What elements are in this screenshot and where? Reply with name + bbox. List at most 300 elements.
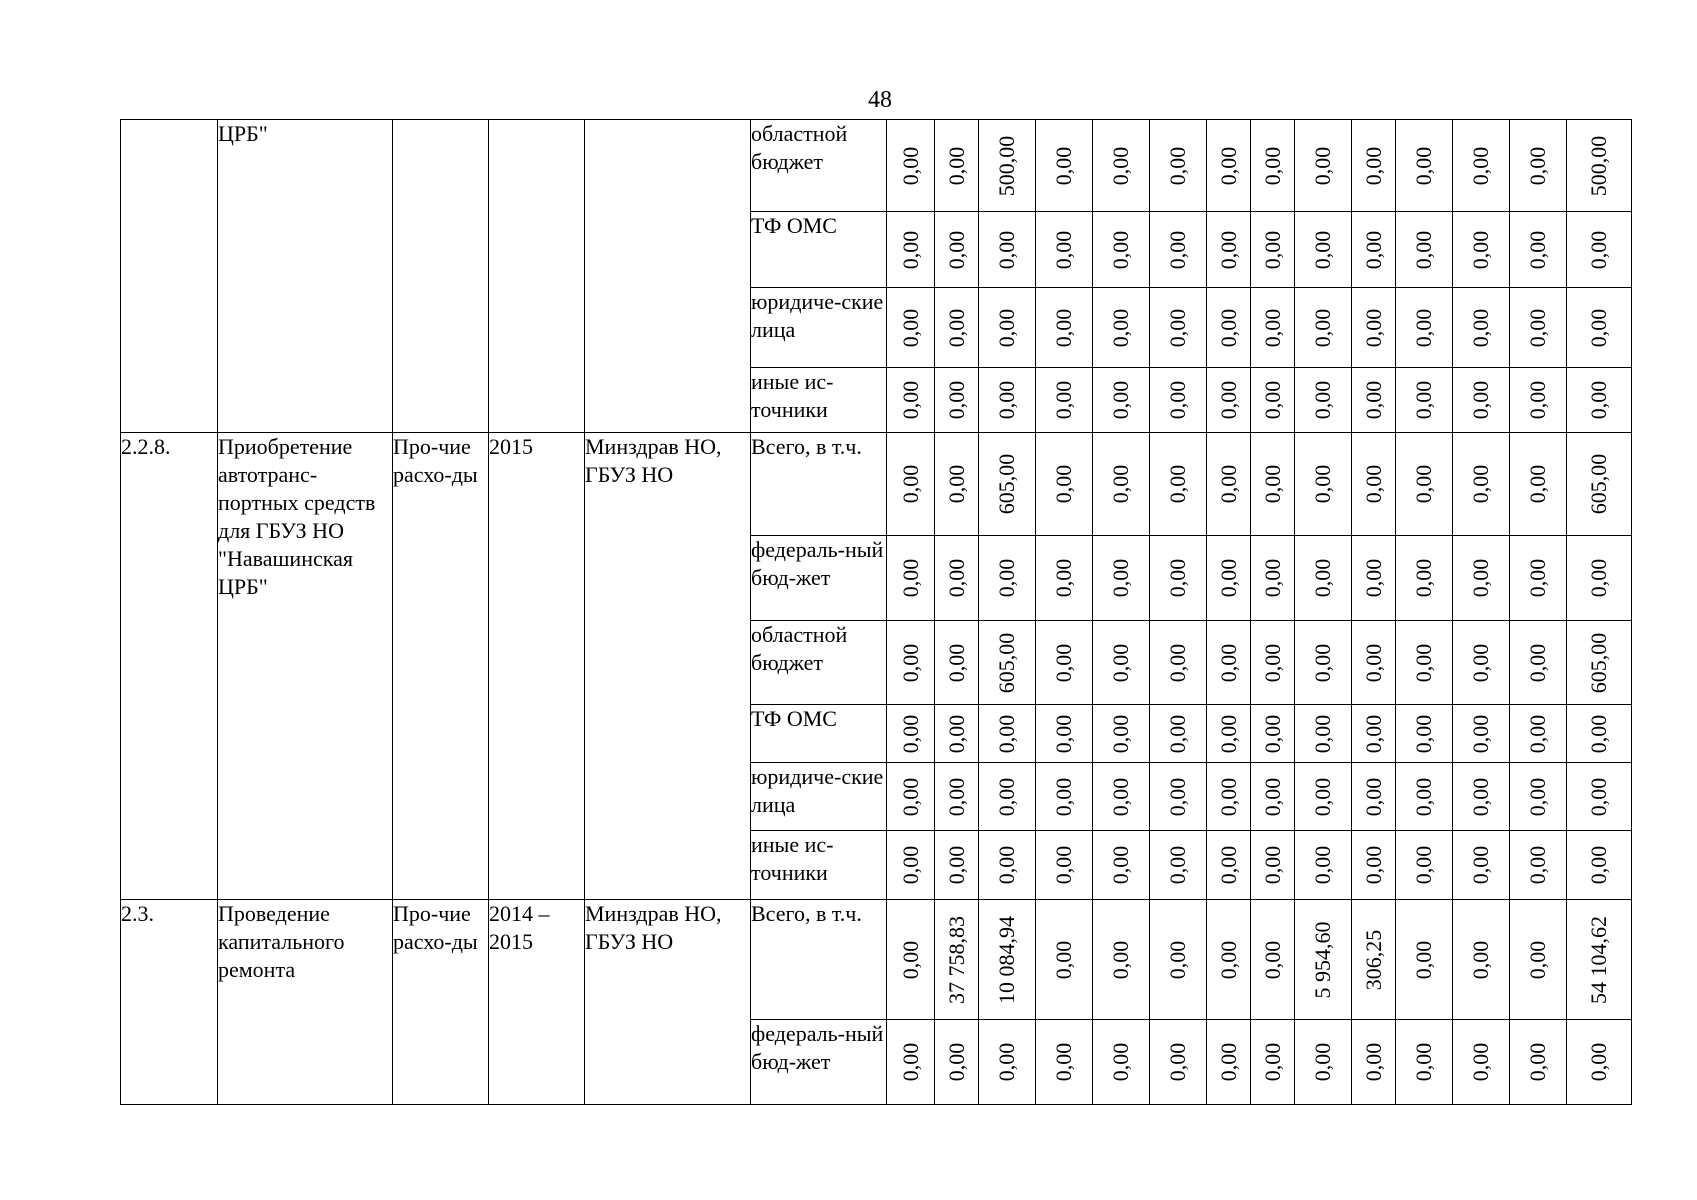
value-cell xyxy=(1453,212,1510,288)
value-text: 0,00 xyxy=(1468,1042,1493,1082)
value-text: 0,00 xyxy=(1360,777,1386,816)
value-cell xyxy=(1396,212,1453,288)
value-cell xyxy=(1295,536,1352,621)
value-cell xyxy=(1093,536,1150,621)
value-cell xyxy=(1295,368,1352,433)
value-cell xyxy=(1150,1020,1207,1105)
table-row xyxy=(121,900,1632,1020)
value-cell xyxy=(1453,831,1510,900)
value-cell xyxy=(887,536,935,621)
value-cell xyxy=(1036,705,1093,763)
value-cell xyxy=(1093,831,1150,900)
funding-source: областной бюджет xyxy=(751,621,887,705)
value-text: 0,00 xyxy=(1586,230,1611,269)
value-cell xyxy=(1251,368,1295,433)
value-cell xyxy=(1207,705,1251,763)
value-cell xyxy=(1295,212,1352,288)
value-text: 0,00 xyxy=(1215,146,1241,185)
value-cell xyxy=(1207,288,1251,368)
value-text: 0,00 xyxy=(1215,380,1241,420)
value-text: 0,00 xyxy=(1468,380,1493,420)
value-text: 0,00 xyxy=(994,308,1019,347)
value-cell xyxy=(1251,212,1295,288)
funding-source: иные ис-точники xyxy=(751,368,887,433)
value-text: 0,00 xyxy=(1310,1042,1335,1082)
value-cell xyxy=(1295,120,1352,212)
value-text: 0,00 xyxy=(1215,558,1241,598)
value-cell xyxy=(1251,900,1295,1020)
expense-type xyxy=(393,120,489,433)
value-text: 0,00 xyxy=(1259,146,1285,185)
value-text: 0,00 xyxy=(1259,308,1285,347)
value-text: 0,00 xyxy=(1051,464,1076,504)
value-cell xyxy=(1036,900,1093,1020)
value-text: 0,00 xyxy=(1360,464,1386,504)
value-cell xyxy=(1396,705,1453,763)
value-text: 0,00 xyxy=(1051,1042,1076,1082)
value-cell xyxy=(1036,212,1093,288)
value-text: 37 758,83 xyxy=(943,915,969,1004)
value-text: 0,00 xyxy=(1051,308,1076,347)
value-cell xyxy=(1093,212,1150,288)
value-cell xyxy=(1150,120,1207,212)
value-text: 0,00 xyxy=(1259,380,1285,420)
value-cell xyxy=(1453,900,1510,1020)
budget-table xyxy=(120,119,1632,1105)
value-cell xyxy=(1396,120,1453,212)
value-text: 0,00 xyxy=(943,714,969,753)
value-text: 0,00 xyxy=(1360,146,1386,185)
value-text: 0,00 xyxy=(1051,643,1076,682)
value-cell xyxy=(979,120,1036,212)
value-text: 605,00 xyxy=(1586,453,1611,515)
value-cell xyxy=(1396,368,1453,433)
value-text: 0,00 xyxy=(1215,940,1241,979)
value-cell xyxy=(979,763,1036,831)
value-cell xyxy=(935,900,979,1020)
value-cell xyxy=(935,536,979,621)
value-text: 500,00 xyxy=(1586,135,1611,196)
value-cell xyxy=(1352,536,1396,621)
value-text: 0,00 xyxy=(1165,558,1190,598)
value-text: 0,00 xyxy=(1468,308,1493,347)
item-executor: Минздрав НО, ГБУЗ НО xyxy=(585,433,751,900)
value-text: 0,00 xyxy=(1165,714,1190,753)
value-cell xyxy=(1036,763,1093,831)
value-text: 0,00 xyxy=(1468,940,1493,979)
value-text: 0,00 xyxy=(1108,845,1133,885)
value-cell xyxy=(1207,1020,1251,1105)
value-cell xyxy=(1396,763,1453,831)
value-text: 0,00 xyxy=(1525,380,1550,420)
value-text: 0,00 xyxy=(994,558,1019,598)
value-text: 0,00 xyxy=(1259,714,1285,753)
value-cell xyxy=(1567,368,1632,433)
value-cell xyxy=(1093,368,1150,433)
value-text: 0,00 xyxy=(1259,558,1285,598)
value-cell xyxy=(1251,1020,1295,1105)
value-text: 0,00 xyxy=(1108,643,1133,682)
value-text: 0,00 xyxy=(1108,464,1133,504)
value-cell xyxy=(1251,705,1295,763)
value-text: 0,00 xyxy=(1165,230,1190,269)
value-cell xyxy=(1396,831,1453,900)
value-cell xyxy=(935,831,979,900)
value-cell xyxy=(1207,900,1251,1020)
value-text: 0,00 xyxy=(1108,777,1133,816)
value-cell xyxy=(1510,705,1567,763)
value-text: 0,00 xyxy=(1259,845,1285,885)
value-cell xyxy=(1396,621,1453,705)
value-cell xyxy=(1567,1020,1632,1105)
value-text: 0,00 xyxy=(994,380,1019,420)
value-text: 0,00 xyxy=(1411,146,1436,185)
funding-source: Всего, в т.ч. xyxy=(751,900,887,1020)
value-cell xyxy=(1352,763,1396,831)
value-text: 0,00 xyxy=(1360,558,1386,598)
value-text: 0,00 xyxy=(1215,230,1241,269)
value-text: 0,00 xyxy=(1310,464,1335,504)
value-cell xyxy=(1295,1020,1352,1105)
value-text: 0,00 xyxy=(943,146,969,185)
value-cell xyxy=(1251,536,1295,621)
value-text: 0,00 xyxy=(1259,777,1285,816)
item-years xyxy=(489,120,585,433)
value-text: 0,00 xyxy=(1360,845,1386,885)
value-text: 0,00 xyxy=(1360,380,1386,420)
value-text: 0,00 xyxy=(1525,1042,1550,1082)
value-text: 0,00 xyxy=(1108,558,1133,598)
value-text: 0,00 xyxy=(1360,1042,1386,1082)
value-cell xyxy=(1036,368,1093,433)
value-cell xyxy=(1352,621,1396,705)
value-text: 0,00 xyxy=(1310,714,1335,753)
value-cell xyxy=(1352,120,1396,212)
page-number: 48 xyxy=(868,87,892,113)
value-text: 0,00 xyxy=(1108,230,1133,269)
value-text: 0,00 xyxy=(1411,1042,1436,1082)
value-text: 0,00 xyxy=(1051,777,1076,816)
value-cell xyxy=(1352,288,1396,368)
value-text: 0,00 xyxy=(1165,380,1190,420)
value-cell xyxy=(1352,831,1396,900)
value-text: 0,00 xyxy=(897,146,923,185)
value-cell xyxy=(1251,120,1295,212)
value-cell xyxy=(1093,621,1150,705)
value-cell xyxy=(935,368,979,433)
value-text: 0,00 xyxy=(1259,1042,1285,1082)
value-text: 0,00 xyxy=(1468,777,1493,816)
value-cell xyxy=(1251,433,1295,536)
value-cell xyxy=(1453,1020,1510,1105)
funding-source: ТФ ОМС xyxy=(751,212,887,288)
value-cell xyxy=(1150,536,1207,621)
value-text: 0,00 xyxy=(1310,230,1335,269)
value-cell xyxy=(887,433,935,536)
item-code: 2.3. xyxy=(121,900,218,1105)
value-text: 0,00 xyxy=(1310,380,1335,420)
value-cell xyxy=(1036,1020,1093,1105)
value-text: 54 104,62 xyxy=(1586,915,1611,1004)
value-text: 0,00 xyxy=(1051,714,1076,753)
value-text: 0,00 xyxy=(1468,464,1493,504)
value-text: 0,00 xyxy=(1165,464,1190,504)
value-text: 0,00 xyxy=(943,643,969,682)
value-text: 0,00 xyxy=(1051,558,1076,598)
value-text: 0,00 xyxy=(1108,146,1133,185)
value-text: 0,00 xyxy=(897,380,923,420)
value-cell xyxy=(979,705,1036,763)
value-cell xyxy=(1207,536,1251,621)
value-text: 0,00 xyxy=(943,464,969,504)
value-cell xyxy=(979,1020,1036,1105)
funding-source: федераль-ный бюд-жет xyxy=(751,536,887,621)
value-cell xyxy=(1453,120,1510,212)
value-cell xyxy=(979,212,1036,288)
value-text: 10 084,94 xyxy=(994,915,1019,1004)
value-text: 0,00 xyxy=(1165,777,1190,816)
value-cell xyxy=(1396,433,1453,536)
item-executor: Минздрав НО, ГБУЗ НО xyxy=(585,900,751,1105)
value-cell xyxy=(935,288,979,368)
value-cell xyxy=(1036,536,1093,621)
value-text: 0,00 xyxy=(1586,714,1611,753)
value-cell xyxy=(935,212,979,288)
value-text: 0,00 xyxy=(1525,643,1550,682)
value-cell xyxy=(1396,288,1453,368)
value-cell xyxy=(1150,763,1207,831)
value-text: 0,00 xyxy=(1586,380,1611,420)
value-text: 0,00 xyxy=(897,643,923,682)
item-name: Приобретение автотранс-портных средств для ГБУЗ НО "Навашинская ЦРБ" xyxy=(218,433,393,900)
value-cell xyxy=(1352,433,1396,536)
value-cell xyxy=(1567,831,1632,900)
value-cell xyxy=(1093,1020,1150,1105)
value-cell xyxy=(1567,621,1632,705)
value-text: 0,00 xyxy=(1525,308,1550,347)
value-cell xyxy=(887,120,935,212)
value-cell xyxy=(1510,536,1567,621)
value-text: 0,00 xyxy=(1525,940,1550,979)
value-cell xyxy=(1251,288,1295,368)
value-cell xyxy=(1207,831,1251,900)
value-text: 0,00 xyxy=(1360,643,1386,682)
value-cell xyxy=(887,212,935,288)
value-cell xyxy=(1093,763,1150,831)
value-cell xyxy=(935,433,979,536)
value-cell xyxy=(979,900,1036,1020)
value-text: 0,00 xyxy=(1525,146,1550,185)
value-text: 0,00 xyxy=(1468,714,1493,753)
funding-source: областной бюджет xyxy=(751,120,887,212)
value-cell xyxy=(1207,120,1251,212)
expense-type: Про-чие расхо-ды xyxy=(393,900,489,1105)
value-text: 0,00 xyxy=(1165,845,1190,885)
value-cell xyxy=(1510,1020,1567,1105)
value-text: 0,00 xyxy=(1468,643,1493,682)
value-cell xyxy=(1150,288,1207,368)
value-cell xyxy=(1150,621,1207,705)
value-text: 0,00 xyxy=(897,1042,923,1082)
value-text: 0,00 xyxy=(1586,558,1611,598)
value-cell xyxy=(1567,433,1632,536)
value-cell xyxy=(1453,763,1510,831)
value-cell xyxy=(1207,212,1251,288)
value-text: 0,00 xyxy=(897,777,923,816)
value-text: 0,00 xyxy=(1468,558,1493,598)
value-cell xyxy=(1150,368,1207,433)
value-text: 0,00 xyxy=(1165,1042,1190,1082)
value-cell xyxy=(979,621,1036,705)
value-text: 605,00 xyxy=(994,453,1019,515)
value-cell xyxy=(935,705,979,763)
value-text: 0,00 xyxy=(994,714,1019,753)
value-cell xyxy=(935,1020,979,1105)
value-text: 0,00 xyxy=(1215,1042,1241,1082)
value-text: 0,00 xyxy=(1525,464,1550,504)
value-cell xyxy=(1567,763,1632,831)
item-executor xyxy=(585,120,751,433)
value-text: 0,00 xyxy=(1051,845,1076,885)
value-text: 0,00 xyxy=(994,777,1019,816)
value-cell xyxy=(935,763,979,831)
value-text: 306,25 xyxy=(1360,929,1386,990)
value-text: 0,00 xyxy=(1411,558,1436,598)
funding-source: иные ис-точники xyxy=(751,831,887,900)
value-cell xyxy=(1093,288,1150,368)
value-cell xyxy=(1352,1020,1396,1105)
value-cell xyxy=(1567,120,1632,212)
value-cell xyxy=(1295,433,1352,536)
value-text: 0,00 xyxy=(1215,464,1241,504)
value-text: 0,00 xyxy=(1411,230,1436,269)
value-text: 0,00 xyxy=(1411,464,1436,504)
value-cell xyxy=(1453,536,1510,621)
value-cell xyxy=(1510,288,1567,368)
value-text: 0,00 xyxy=(1525,777,1550,816)
value-cell xyxy=(979,288,1036,368)
value-text: 0,00 xyxy=(1525,558,1550,598)
funding-source: юридиче-ские лица xyxy=(751,288,887,368)
value-text: 0,00 xyxy=(1468,230,1493,269)
value-cell xyxy=(1510,368,1567,433)
value-cell xyxy=(979,433,1036,536)
value-text: 0,00 xyxy=(1411,643,1436,682)
value-cell xyxy=(1295,621,1352,705)
value-cell xyxy=(887,831,935,900)
value-text: 0,00 xyxy=(943,230,969,269)
value-text: 0,00 xyxy=(897,940,923,979)
value-text: 0,00 xyxy=(897,558,923,598)
value-text: 0,00 xyxy=(1165,146,1190,185)
value-cell xyxy=(1295,900,1352,1020)
item-code xyxy=(121,120,218,433)
value-text: 0,00 xyxy=(1259,643,1285,682)
value-text: 0,00 xyxy=(1468,845,1493,885)
value-text: 0,00 xyxy=(1165,940,1190,979)
value-cell xyxy=(1150,900,1207,1020)
funding-source: ТФ ОМС xyxy=(751,705,887,763)
value-cell xyxy=(1036,831,1093,900)
value-cell xyxy=(1295,705,1352,763)
value-text: 0,00 xyxy=(1215,714,1241,753)
value-text: 0,00 xyxy=(994,1042,1019,1082)
value-cell xyxy=(1207,621,1251,705)
value-cell xyxy=(887,900,935,1020)
value-text: 0,00 xyxy=(1411,714,1436,753)
value-cell xyxy=(1295,831,1352,900)
value-cell xyxy=(1396,900,1453,1020)
value-text: 0,00 xyxy=(943,845,969,885)
value-text: 0,00 xyxy=(1586,1042,1611,1082)
value-text: 0,00 xyxy=(943,558,969,598)
value-cell xyxy=(1453,288,1510,368)
value-cell xyxy=(1036,120,1093,212)
value-cell xyxy=(979,831,1036,900)
value-cell xyxy=(1150,433,1207,536)
value-cell xyxy=(1150,831,1207,900)
value-text: 0,00 xyxy=(1108,380,1133,420)
value-text: 0,00 xyxy=(1165,308,1190,347)
value-cell xyxy=(1510,900,1567,1020)
value-cell xyxy=(1453,433,1510,536)
funding-source: федераль-ный бюд-жет xyxy=(751,1020,887,1105)
value-text: 0,00 xyxy=(1310,558,1335,598)
value-cell xyxy=(1093,433,1150,536)
value-cell xyxy=(1567,536,1632,621)
value-cell xyxy=(935,621,979,705)
value-cell xyxy=(1036,433,1093,536)
value-cell xyxy=(1150,212,1207,288)
value-cell xyxy=(1510,763,1567,831)
value-text: 0,00 xyxy=(1108,940,1133,979)
value-text: 0,00 xyxy=(1525,845,1550,885)
value-text: 0,00 xyxy=(1108,308,1133,347)
value-text: 0,00 xyxy=(1586,308,1611,347)
value-text: 0,00 xyxy=(1586,845,1611,885)
value-text: 0,00 xyxy=(994,845,1019,885)
value-cell xyxy=(979,368,1036,433)
value-cell xyxy=(1510,433,1567,536)
value-text: 0,00 xyxy=(1411,845,1436,885)
value-text: 0,00 xyxy=(897,464,923,504)
value-text: 0,00 xyxy=(1411,308,1436,347)
value-cell xyxy=(1093,900,1150,1020)
value-cell xyxy=(887,621,935,705)
value-cell xyxy=(935,120,979,212)
value-text: 0,00 xyxy=(1051,230,1076,269)
item-years: 2015 xyxy=(489,433,585,900)
value-text: 0,00 xyxy=(1586,777,1611,816)
value-cell xyxy=(1567,900,1632,1020)
value-text: 0,00 xyxy=(1108,714,1133,753)
value-cell xyxy=(887,288,935,368)
value-text: 0,00 xyxy=(943,380,969,420)
value-text: 0,00 xyxy=(897,230,923,269)
value-text: 0,00 xyxy=(1411,380,1436,420)
value-text: 5 954,60 xyxy=(1310,921,1335,998)
value-cell xyxy=(1207,763,1251,831)
value-text: 0,00 xyxy=(1360,308,1386,347)
value-text: 0,00 xyxy=(1310,845,1335,885)
value-text: 0,00 xyxy=(1108,1042,1133,1082)
value-text: 0,00 xyxy=(1310,146,1335,185)
table-row xyxy=(121,120,1632,212)
value-text: 0,00 xyxy=(1051,380,1076,420)
value-text: 0,00 xyxy=(1310,643,1335,682)
item-name: Проведение капитального ремонта xyxy=(218,900,393,1105)
expense-type: Про-чие расхо-ды xyxy=(393,433,489,900)
